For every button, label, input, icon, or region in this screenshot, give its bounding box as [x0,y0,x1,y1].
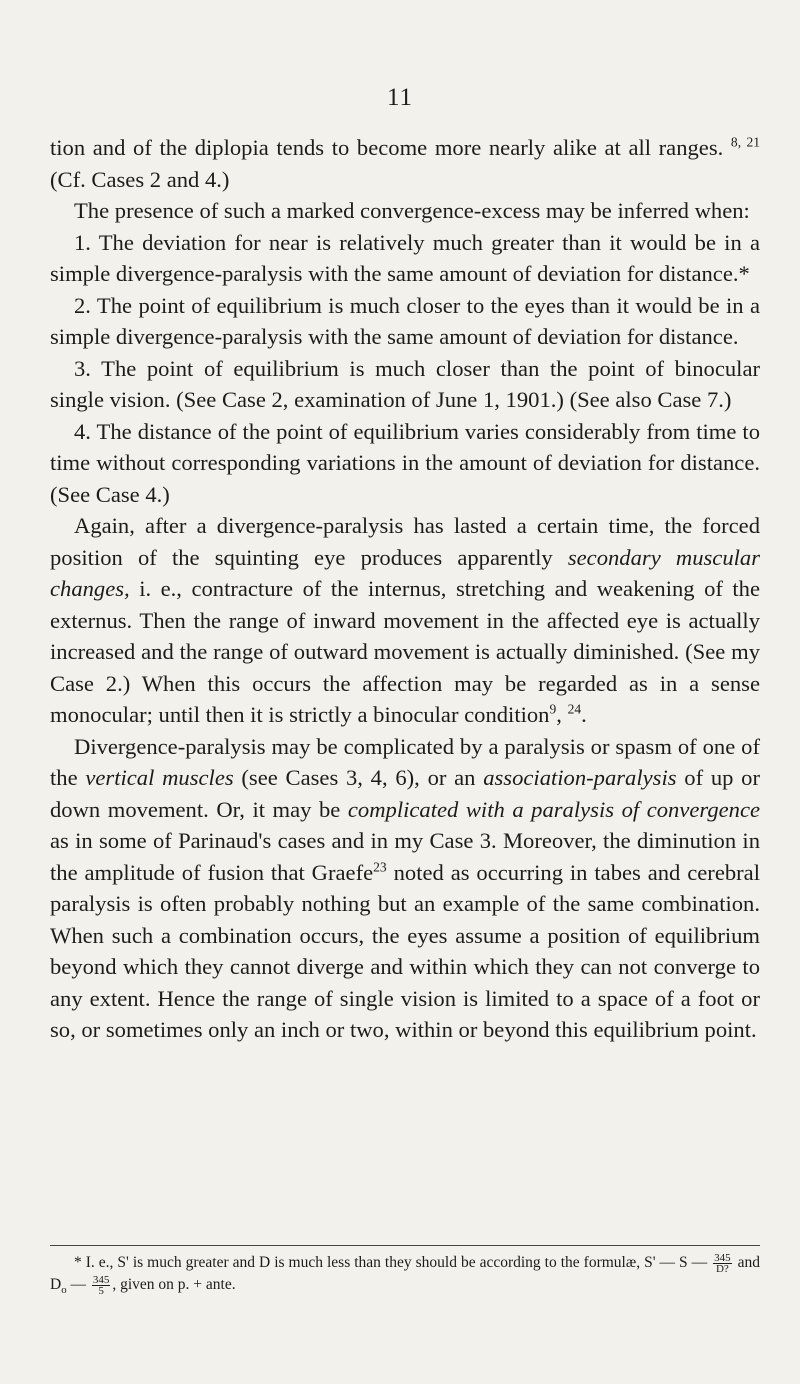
text-run: * I. e., S' is much greater and D is much less than they should be according to the formulæ, S' — S — [74,1254,712,1271]
italic-text: vertical muscles [85,765,234,790]
text-run: as in some of Parinaud's cases and in my Case 3. Moreover, the diminution in the amplitude of fusion that Graefe [50,828,760,885]
italic-text: association-paralysis [483,765,677,790]
paragraph-continuation [50,132,760,195]
text-run: — [66,1276,90,1293]
paragraph-complications [50,731,760,1046]
fraction-denominator: 5 [98,1284,104,1297]
paragraph-intro: The presence of such a marked convergence-excess may be inferred when: [74,198,750,223]
citation-ref: 23 [373,858,387,874]
body-text [50,132,760,1046]
text-run: tion and of the diplopia tends to become more nearly alike at all ranges. [50,135,724,160]
criterion-3: 3. The point of equilibrium is much closer than the point of binocular single vision. (See Case 2, examination of June 1, 1901.) (See also Case 7.) [50,355,760,412]
text-run: of up or down movement. Or, it may be [50,765,761,822]
italic-text: complicated with a paralysis of convergence [347,796,761,822]
text-run: Again, after a divergence-paralysis has lasted a certain time, the forced position of the squinting eye produces apparently [50,513,760,570]
text-run: (see Cases 3, 4, 6), or an [233,765,484,790]
criterion-4: 4. The distance of the point of equilibrium varies considerably from time to time without corresponding variations in the amount of deviation for distance. (See Case 4.) [50,418,760,507]
fraction [713,1253,732,1274]
fraction [92,1275,111,1296]
text-run: , [556,702,568,727]
italic-text: secondary muscular changes, [50,544,760,601]
fraction-numerator: 345 [714,1251,731,1264]
fraction-denominator: D? [715,1262,729,1275]
fraction-numerator: 345 [92,1273,110,1286]
citation-ref: 8, 21 [730,134,760,150]
criterion-2: 2. The point of equilibrium is much closer to the eyes than it would be in a simple divergence-paralysis with the same amount of deviation for distance. [50,292,760,349]
page-number: 11 [386,84,414,111]
text-run: and D [50,1254,760,1293]
citation-ref: 9 [549,701,557,717]
text-run: . [581,702,587,727]
footnote-divider [50,1245,760,1246]
subscript: o [61,1284,67,1297]
text-run: (Cf. Cases 2 and 4.) [50,166,230,192]
criterion-1: 1. The deviation for near is relatively much greater than it would be in a simple divergence-paralysis with the same amount of deviation for distance.* [50,229,760,286]
paragraph-secondary-changes [50,510,760,731]
text-run: noted as occurring in tabes and cerebral paralysis is often probably nothing but an example of the same combination. When such a combination occurs, the eyes assume a position of equilibrium beyond which they cannot diverge and within which they can not converge to any extent. Hence the range of single vision is limited to a space of a foot or so, or sometimes only an inch or two, within or beyond this equilibrium point. [50,859,760,1042]
citation-ref: 24 [567,701,582,717]
footnote [50,1252,760,1301]
text-run: , given on p. + ante. [112,1276,236,1293]
text-run: Divergence-paralysis may be complicated by a paralysis or spasm of one of the [50,733,760,790]
text-run: i. e., contracture of the internus, stretching and weakening of the externus. Then the range of inward movement in the affected eye is actually increased and the range of outward movement is actually diminished. (See my Case 2.) When this occurs the affection may be regarded as in a sense monocular; until then it is strictly a binocular condition [50,576,760,727]
